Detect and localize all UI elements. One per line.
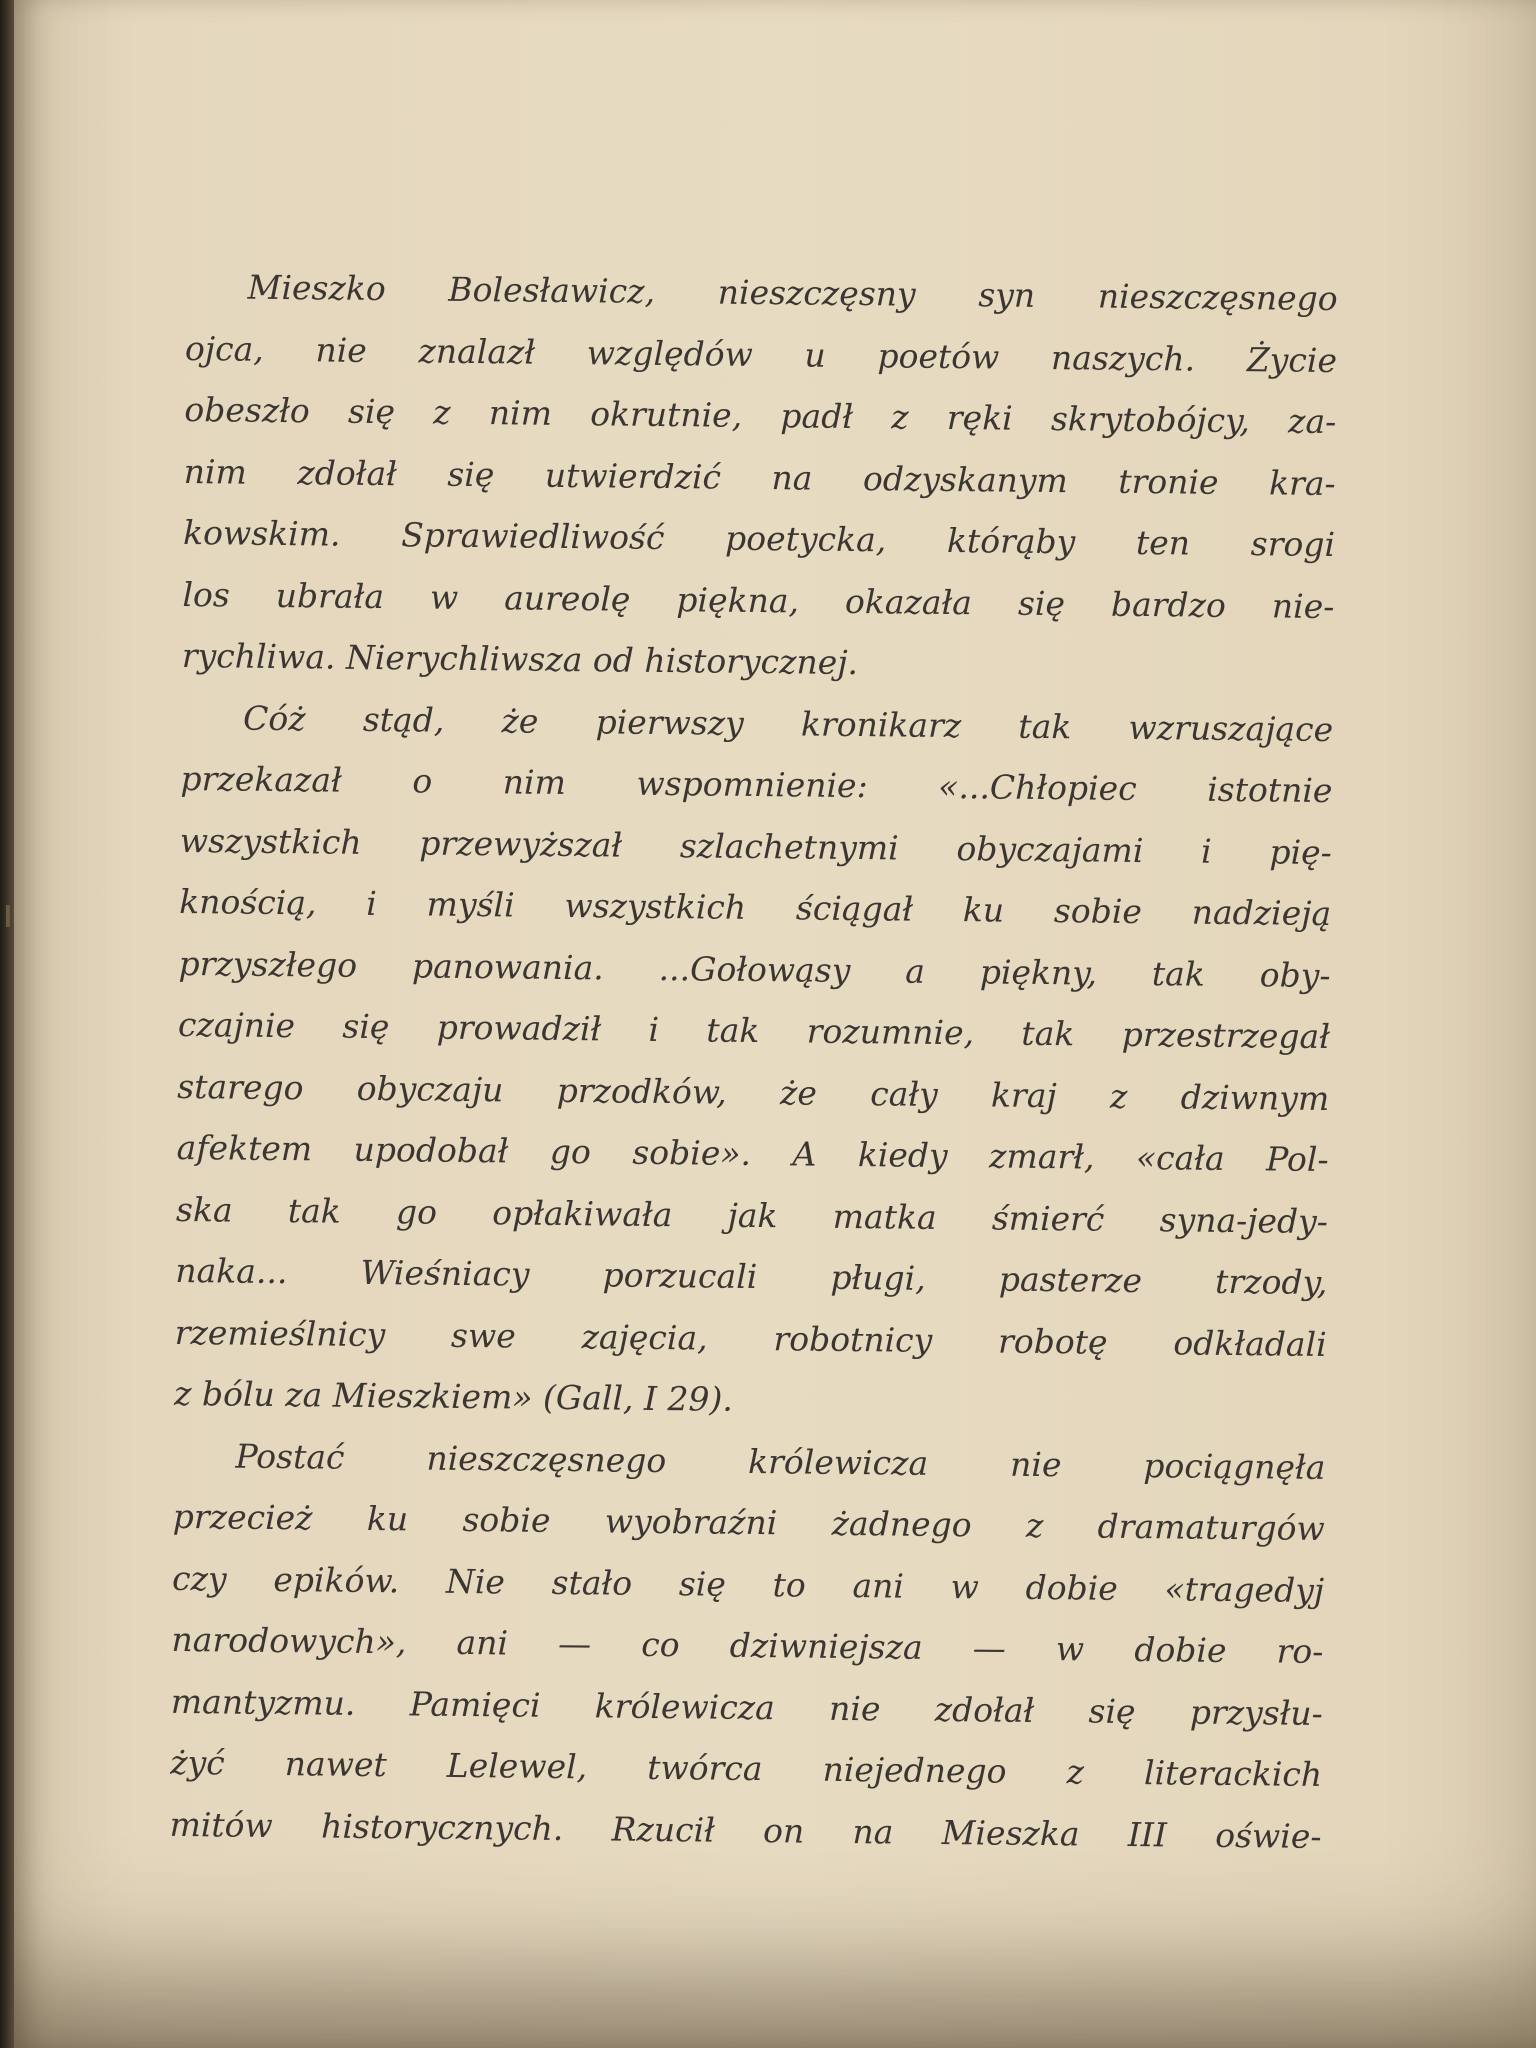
text-line: starego obyczaju przodków, że cały kraj z dziwnym [177, 1066, 1330, 1118]
text-line: przekazał o nim wspomnienie: «...Chłopiec istotnie [180, 758, 1333, 811]
book-page [14, 0, 1536, 2048]
text-line: przecież ku sobie wyobraźni żadnego z dramaturgów [172, 1496, 1325, 1548]
text-line: Mieszko Bolesławicz, nieszczęsny syn nieszczęsnego [247, 267, 1338, 319]
text-line: afektem upodobał go sobie». A kiedy zmarł, «cała Pol- [176, 1127, 1329, 1180]
text-line: Postać nieszczęsnego królewicza nie pociągnęła [235, 1436, 1326, 1487]
text-line: przyszłego panowania. ...Gołowąsy a piękny, tak oby- [178, 943, 1331, 995]
text-line: obeszło się z nim okrutnie, padł z ręki skrytobójcy, za- [184, 389, 1337, 442]
text-line: z bólu za Mieszkiem» (Gall, I 29). [173, 1373, 734, 1419]
text-line: wszystkich przewyższał szlachetnymi obyczajami i pię- [179, 820, 1333, 872]
text-line: mitów historycznych. Rzucił on na Mieszka III oświe- [169, 1804, 1322, 1856]
text-line: żyć nawet Lelewel, twórca niejednego z literackich [170, 1742, 1323, 1794]
text-line: naka... Wieśniacy porzucali pługi, pasterze trzody, [175, 1250, 1328, 1303]
text-line: czajnie się prowadził i tak rozumnie, tak przestrzegał [177, 1004, 1331, 1057]
text-line: knością, i myśli wszystkich ściągał ku sobie nadzieją [179, 881, 1332, 934]
text-line: rzemieślnicy swe zajęcia, robotnicy robotę odkładali [174, 1312, 1327, 1364]
text-line: ska tak go opłakiwała jak matka śmierć syna-jedy- [175, 1189, 1329, 1241]
text-line: Cóż stąd, że pierwszy kronikarz tak wzruszające [242, 698, 1334, 749]
page-text [169, 256, 1338, 1867]
text-line: narodowych», ani — co dziwniejsza — w dobie ro- [171, 1619, 1324, 1671]
text-line: nim zdołał się utwierdzić na odzyskanym tronie kra- [183, 451, 1336, 503]
text-line: rychliwa. Nierychliwsza od historycznej. [181, 635, 859, 683]
text-line: czy epików. Nie stało się to ani w dobie «tragedyj [171, 1558, 1325, 1610]
text-line: kowskim. Sprawiedliwość poetycka, którąby ten srogi [182, 512, 1336, 565]
text-line: los ubrała w aureolę piękna, okazała się bardzo nie- [182, 574, 1335, 626]
book-gutter [0, 0, 14, 2048]
text-line: ojca, nie znalazł względów u poetów naszych. Życie [184, 328, 1338, 380]
margin-mark [6, 905, 10, 927]
text-line: mantyzmu. Pamięci królewicza nie zdołał się przysłu- [170, 1681, 1324, 1733]
